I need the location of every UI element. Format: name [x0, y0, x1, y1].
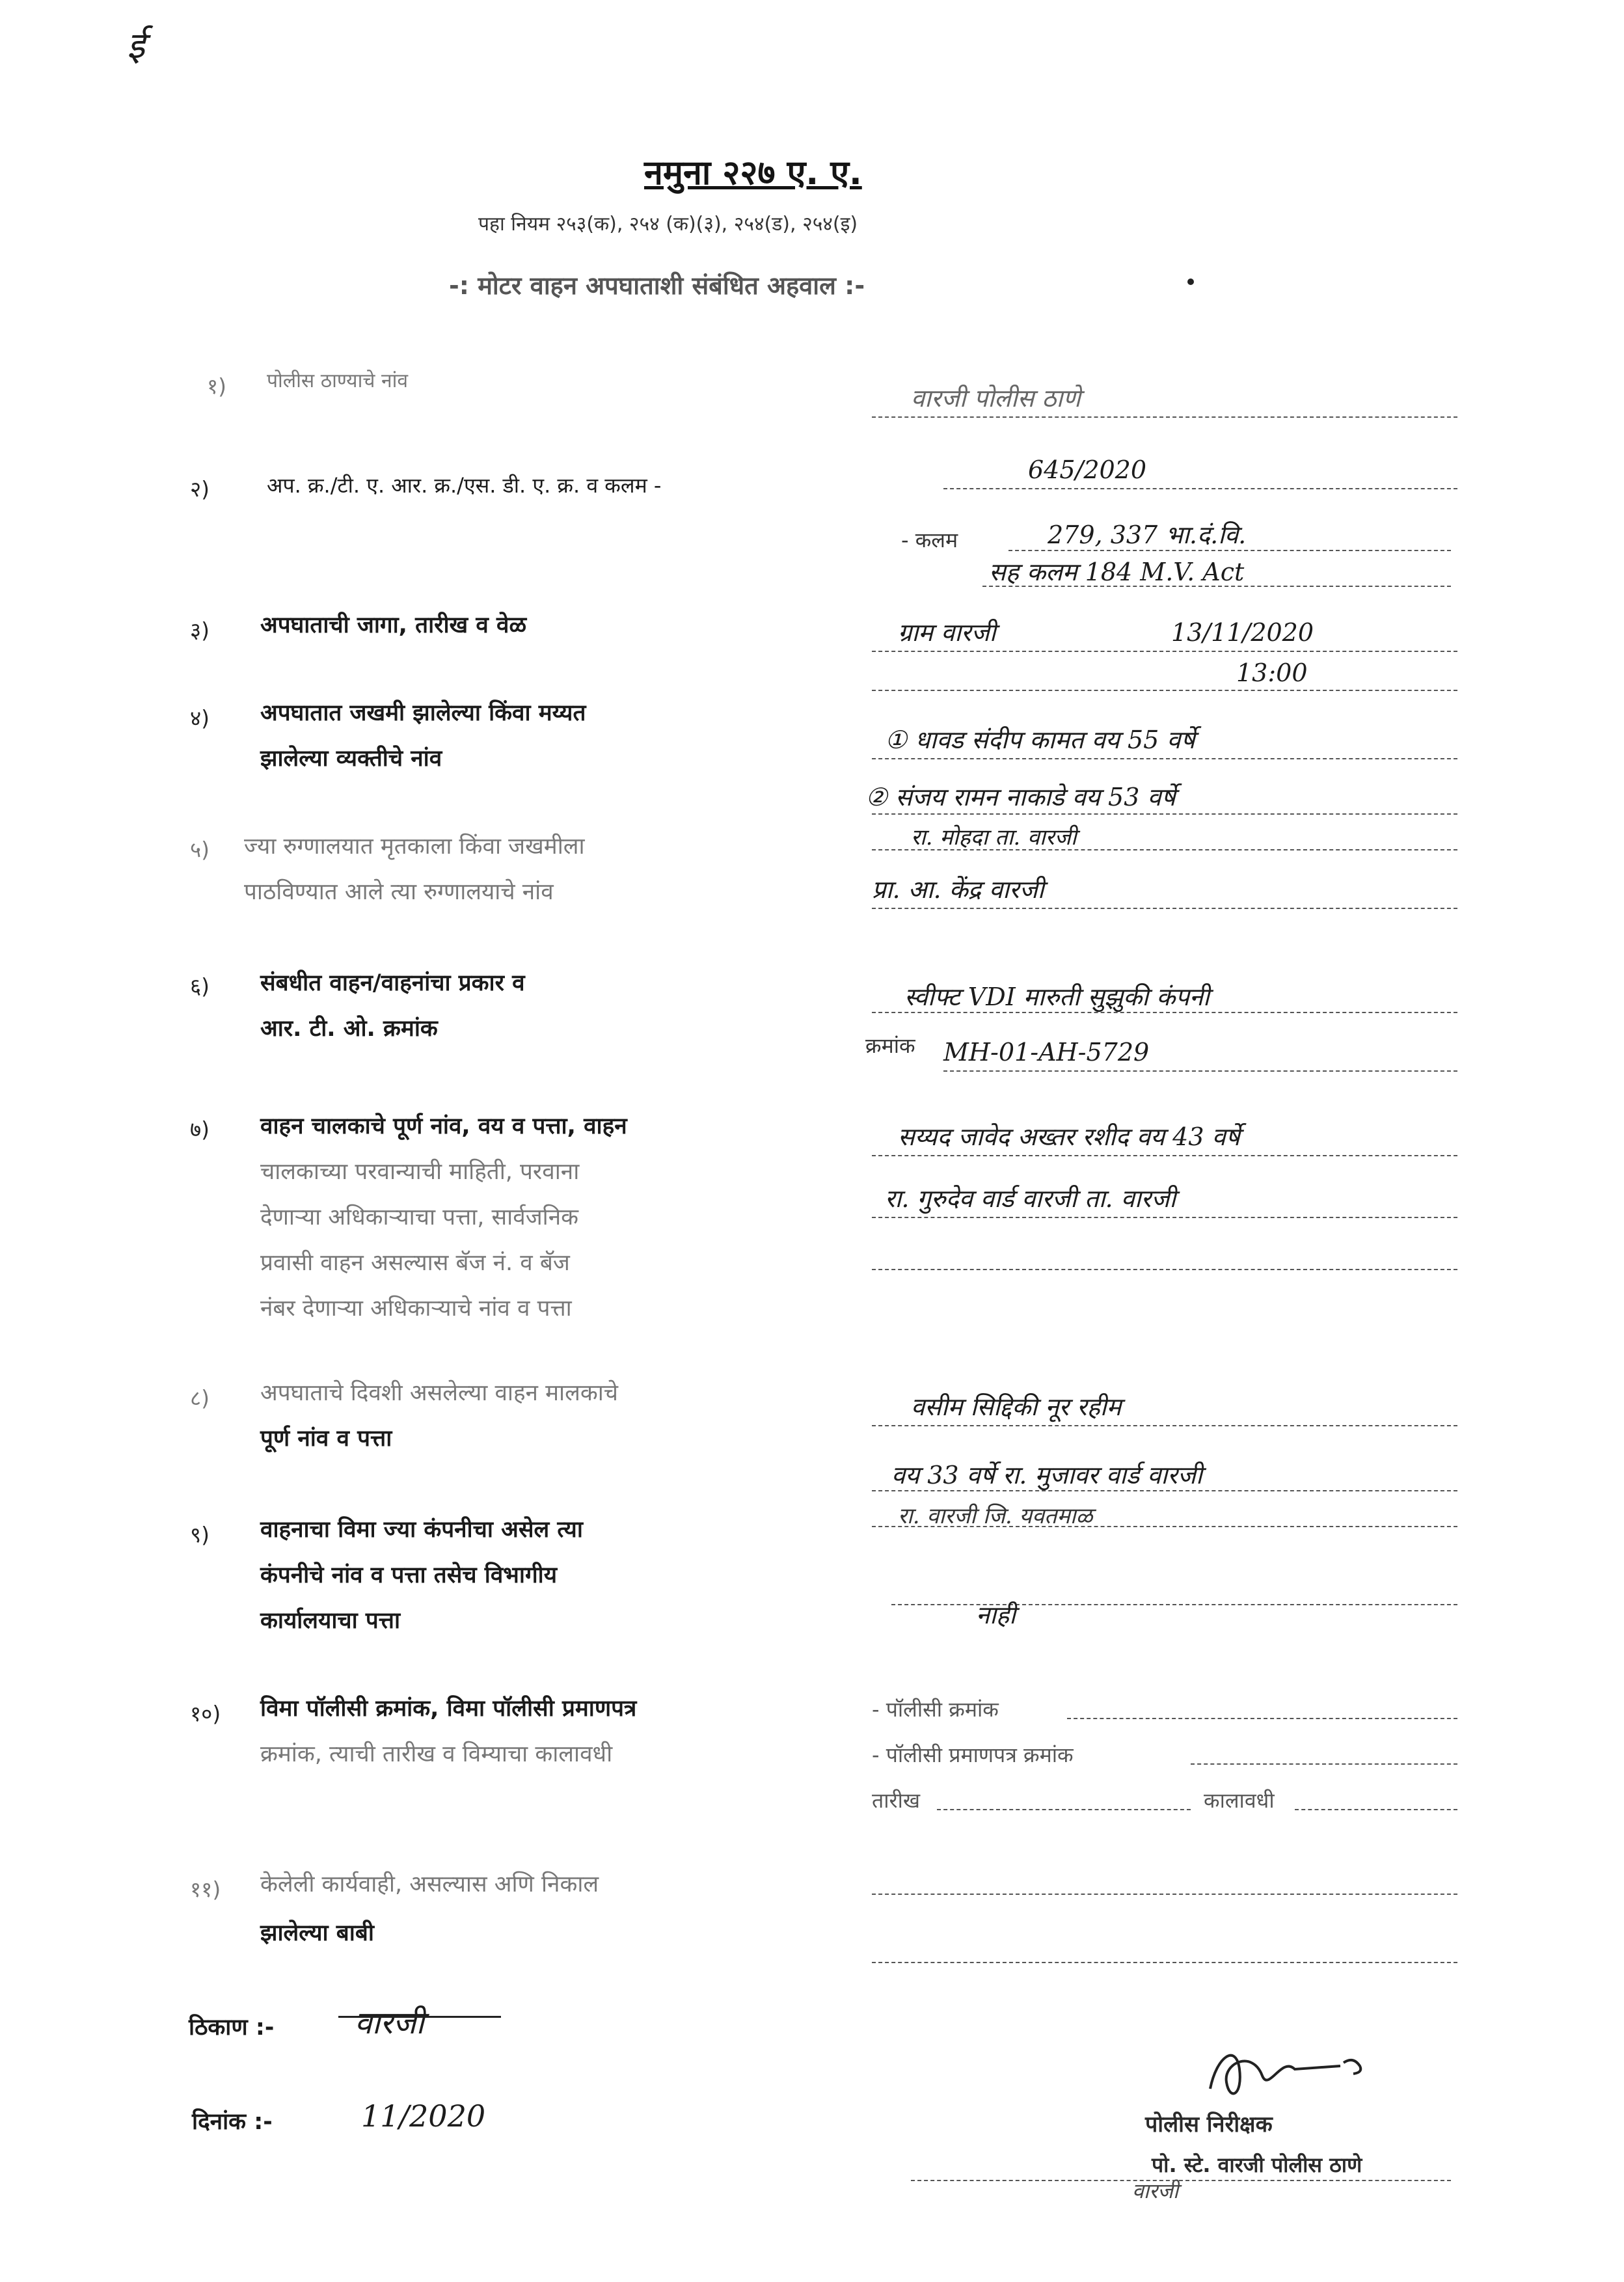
- answer-line: [872, 758, 1457, 759]
- answer-driver-address: रा. गुरुदेव वार्ड वारजी ता. वारजी: [885, 1184, 1176, 1213]
- item-label-8-line-1: अपघाताचे दिवशी असलेल्या वाहन मालकाचे: [260, 1380, 619, 1406]
- form-subtitle: पहा नियम २५३(क), २५४ (क)(३), २५४(ड), २५४(इ): [478, 213, 858, 236]
- answer-vehicle-type: स्वीफ्ट VDI मारुती सुझुकी कंपनी: [904, 983, 1210, 1011]
- policy-certificate-label: - पॉलीसी प्रमाणपत्र क्रमांक: [872, 1743, 1074, 1767]
- item-number-11: ११): [190, 1877, 221, 1902]
- item-label-6-line-2: आर. टी. ओ. क्रमांक: [260, 1016, 438, 1042]
- item-number-9: ९): [190, 1522, 210, 1547]
- item-label-9-line-3: कार्यालयाचा पत्ता: [260, 1608, 401, 1634]
- answer-line: [937, 1809, 1191, 1810]
- item-label-1: पोलीस ठाण्याचे नांव: [267, 370, 409, 392]
- answer-line: [943, 1070, 1457, 1072]
- answer-date: 13/11/2020: [1171, 618, 1314, 647]
- policy-date-label: तारीख: [872, 1788, 921, 1813]
- answer-line: [872, 1526, 1457, 1527]
- regno-prefix: क्रमांक: [865, 1033, 915, 1058]
- item-label-7-line-5: नंबर देणाऱ्या अधिकाऱ्याचे नांव व पत्ता: [260, 1296, 572, 1322]
- item-number-7: ७): [190, 1117, 210, 1142]
- answer-line: [872, 416, 1457, 418]
- answer-injured-2: ② संजय रामन नाकाडे वय 53 वर्षे: [865, 783, 1176, 811]
- answer-case-number: 645/2020: [1028, 455, 1147, 484]
- answer-kalam: 279, 337 भा.दं.वि.: [1048, 521, 1247, 549]
- item-label-11-line-1: केलेली कार्यवाही, असल्यास अणि निकाल: [260, 1871, 599, 1897]
- item-label-2: अप. क्र./टी. ए. आर. क्र./एस. डी. ए. क्र. व कलम -: [267, 473, 662, 498]
- signature-icon: [1191, 2017, 1386, 2115]
- date-value: 11/2020: [361, 2099, 486, 2134]
- item-label-9-line-2: कंपनीचे नांव व पत्ता तसेच विभागीय: [260, 1562, 558, 1588]
- item-number-1: १): [207, 374, 227, 399]
- place-underline: [338, 2016, 501, 2018]
- item-label-10-line-2: क्रमांक, त्याची तारीख व विम्याचा कालावधी: [260, 1741, 613, 1767]
- item-label-7-line-4: प्रवासी वाहन असल्यास बॅज नं. व बॅज: [260, 1250, 570, 1276]
- place-label: ठिकाण :-: [189, 2015, 275, 2041]
- stamp-place: वारजी: [1132, 2179, 1179, 2203]
- item-label-10-line-1: विमा पॉलीसी क्रमांक, विमा पॉलीसी प्रमाणपत्र: [260, 1696, 637, 1722]
- item-label-4-line-2: झालेल्या व्यक्तीचे नांव: [260, 746, 442, 772]
- answer-line: [872, 1269, 1457, 1270]
- answer-owner-district: रा. वारजी जि. यवतमाळ: [898, 1503, 1093, 1529]
- answer-act: सह कलम 184 M.V. Act: [989, 558, 1245, 586]
- answer-line: [872, 690, 1457, 691]
- policy-period-label: कालावधी: [1204, 1788, 1275, 1813]
- answer-injured-address: रा. मोहदा ता. वारजी: [911, 824, 1077, 850]
- answer-place: ग्राम वारजी: [898, 618, 996, 647]
- answer-hospital: प्रा. आ. केंद्र वारजी: [872, 875, 1044, 904]
- item-label-7-line-2: चालकाच्या परवान्याची माहिती, परवाना: [260, 1159, 580, 1185]
- answer-line: [1191, 1763, 1457, 1765]
- item-label-7-line-1: वाहन चालकाचे पूर्ण नांव, वय व पत्ता, वाहन: [260, 1113, 627, 1139]
- answer-insurance: नाही: [976, 1601, 1016, 1629]
- item-number-2: २): [190, 476, 210, 502]
- answer-injured-1: ① धावड संदीप कामत वय 55 वर्षे: [885, 726, 1195, 754]
- item-label-9-line-1: वाहनाचा विमा ज्या कंपनीचा असेल त्या: [260, 1517, 583, 1543]
- answer-line: [1067, 1718, 1457, 1719]
- item-label-5-line-2: पाठविण्यात आले त्या रुग्णालयाचे नांव: [244, 879, 554, 905]
- stamp-title: पोलीस निरीक्षक: [1145, 2112, 1273, 2138]
- item-number-8: ८): [190, 1385, 210, 1411]
- answer-line: [872, 1490, 1457, 1491]
- answer-line: [872, 1217, 1457, 1218]
- item-label-8-line-2: पूर्ण नांव व पत्ता: [260, 1426, 392, 1452]
- item-label-4-line-1: अपघातात जखमी झालेल्या किंवा मय्यत: [260, 700, 586, 726]
- item-label-11-line-2: झालेल्या बाबी: [260, 1920, 374, 1946]
- item-number-3: ३): [190, 618, 210, 643]
- item-number-10: १०): [190, 1701, 221, 1726]
- item-number-6: ६): [190, 973, 210, 999]
- stamp-station: पो. स्टे. वारजी पोलीस ठाणे: [1152, 2153, 1362, 2177]
- answer-line: [872, 908, 1457, 909]
- answer-line: [872, 1894, 1457, 1895]
- answer-owner-address: वय 33 वर्षे रा. मुजावर वार्ड वारजी: [891, 1461, 1202, 1489]
- kalam-prefix: - कलम: [901, 528, 958, 552]
- signature-line: [911, 2180, 1451, 2181]
- item-label-3: अपघाताची जागा, तारीख व वेळ: [260, 612, 527, 638]
- item-label-7-line-3: देणाऱ्या अधिकाऱ्याचा पत्ता, सार्वजनिक: [260, 1204, 579, 1230]
- answer-line: [872, 813, 1457, 815]
- policy-number-label: - पॉलीसी क्रमांक: [872, 1697, 999, 1722]
- item-label-5-line-1: ज्या रुग्णालयात मृतकाला किंवा जखमीला: [244, 834, 585, 860]
- answer-line: [1295, 1809, 1457, 1810]
- answer-line: [1008, 550, 1451, 551]
- answer-vehicle-regno: MH-01-AH-5729: [943, 1038, 1150, 1066]
- item-number-4: ४): [190, 705, 210, 731]
- corner-mark: ई: [127, 25, 145, 67]
- answer-line: [872, 849, 1457, 850]
- answer-police-station: वारजी पोलीस ठाणे: [911, 384, 1081, 413]
- form-title: नमुना २२७ ए. ए.: [644, 154, 862, 193]
- answer-line: [872, 1012, 1457, 1013]
- form-heading: -: मोटर वाहन अपघाताशी संबंधित अहवाल :-: [449, 271, 865, 300]
- answer-line: [982, 586, 1451, 587]
- answer-line: [872, 1425, 1457, 1426]
- answer-owner-name: वसीम सिद्दिकी नूर रहीम: [911, 1392, 1122, 1421]
- answer-line: [872, 1962, 1457, 1963]
- item-label-6-line-1: संबधीत वाहन/वाहनांचा प्रकार व: [260, 970, 525, 996]
- answer-line: [872, 1155, 1457, 1156]
- dot-mark: [1187, 278, 1194, 285]
- item-number-5: ५): [190, 837, 210, 862]
- answer-driver-name: सय्यद जावेद अख्तर रशीद वय 43 वर्षे: [898, 1122, 1240, 1151]
- answer-line: [872, 651, 1457, 652]
- answer-line: [943, 488, 1457, 489]
- date-label: दिनांक :-: [192, 2109, 273, 2135]
- place-value: वारजी: [355, 2005, 424, 2041]
- answer-time: 13:00: [1236, 659, 1308, 687]
